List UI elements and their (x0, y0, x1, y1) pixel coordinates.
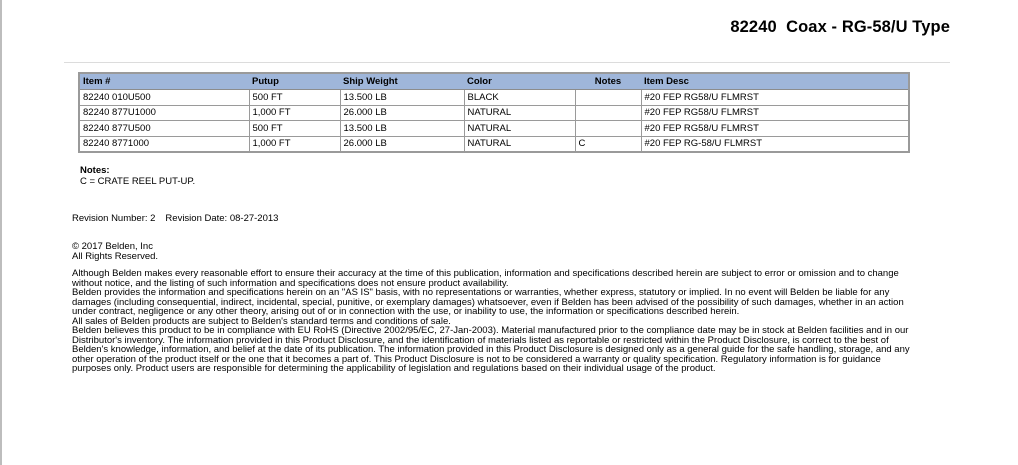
cell-color: NATURAL (464, 121, 575, 137)
table-header-row (79, 73, 909, 90)
cell-ship-weight: 13.500 LB (340, 90, 464, 106)
cell-putup: 1,000 FT (249, 136, 340, 152)
notes-heading: Notes: (80, 165, 110, 176)
cell-item-desc: #20 FEP RG58/U FLMRST (641, 105, 909, 121)
note-item: C = CRATE REEL PUT-UP. (80, 176, 196, 187)
cell-putup: 500 FT (249, 121, 340, 137)
title-divider (64, 62, 950, 63)
cell-putup: 1,000 FT (249, 105, 340, 121)
cell-item-desc: #20 FEP RG58/U FLMRST (641, 121, 909, 137)
cell-ship-weight: 26.000 LB (340, 136, 464, 152)
header-notes: Notes (575, 73, 641, 90)
cell-item-number: 82240 010U500 (79, 90, 249, 106)
cell-item-desc: #20 FEP RG-58/U FLMRST (641, 136, 909, 152)
cell-color: NATURAL (464, 105, 575, 121)
cell-item-number: 82240 877U500 (79, 121, 249, 137)
legal-paragraph: All sales of Belden products are subject to Belden's standard terms and conditions of sale. (72, 315, 451, 327)
legal-disclaimer (72, 269, 918, 374)
cell-notes (575, 90, 641, 106)
table-row (79, 105, 909, 121)
copyright-block (72, 242, 158, 262)
table-row (79, 90, 909, 106)
header-putup: Putup (249, 73, 340, 90)
header-ship-weight: Ship Weight (340, 73, 464, 90)
table-row (79, 121, 909, 137)
cell-ship-weight: 26.000 LB (340, 105, 464, 121)
revision-info (72, 213, 278, 224)
cell-item-desc: #20 FEP RG58/U FLMRST (641, 90, 909, 106)
copyright-line: © 2017 Belden, Inc (72, 241, 153, 252)
header-item-desc: Item Desc (641, 73, 909, 90)
rights-line: All Rights Reserved. (72, 251, 159, 262)
cell-item-number: 82240 877U1000 (79, 105, 249, 121)
header-color: Color (464, 73, 575, 90)
cell-notes (575, 105, 641, 121)
table-row (79, 136, 909, 152)
cell-ship-weight: 13.500 LB (340, 121, 464, 137)
cell-color: BLACK (464, 90, 575, 106)
cell-notes: C (575, 136, 641, 152)
cell-color: NATURAL (464, 136, 575, 152)
notes-section (80, 165, 195, 187)
page-left-border (0, 0, 2, 465)
legal-paragraph: Although Belden makes every reasonable effort to ensure their accuracy at the time of this publication, information and specifications described herein are subject to error or omission and to change without notice, and the listing of such information and specifications does not ensure product availability. (72, 268, 899, 289)
cell-notes (575, 121, 641, 137)
revision-date: Revision Date: 08-27-2013 (165, 213, 279, 224)
legal-paragraph: Belden believes this product to be in compliance with EU RoHS (Directive 2002/95/EC, 27-Jan-2003). Material manufactured prior to the compliance date may be in stock at Belden facilities and in our Distributor's inventory. The information provided in this Product Disclosure, and the identification of materials listed as reportable or restricted within the Product Disclosure, is correct to the best of Belden's knowledge, information, and belief at the date of its publication. The information provided in this Product Disclosure is designed only as a general guide for the safe handling, storage, and any other operation of the product itself or the one that it becomes a part of. This Product Disclosure is not to be considered a warranty or quality specification. Regulatory information is for guidance purposes only. Product users are responsible for determining the applicability of legislation and regulations based on their individual usage of the product. (72, 325, 910, 374)
document-title: 82240 Coax - RG-58/U Type (730, 18, 950, 36)
product-table (78, 72, 910, 153)
header-item-number: Item # (79, 73, 249, 90)
cell-item-number: 82240 8771000 (79, 136, 249, 152)
revision-number: Revision Number: 2 (72, 213, 156, 224)
legal-paragraph: Belden provides the information and specifications herein on an "AS IS" basis, with no representations or warranties, whether express, statutory or implied. In no event will Belden be liable for any damages (including consequential, indirect, incidental, special, punitive, or exemplary damages) whatsoever, even if Belden has been advised of the possibility of such damages, whether in an action under contract, negligence or any other theory, arising out of or in connection with the use, or inability to use, the information or specifications described herein. (72, 287, 904, 317)
cell-putup: 500 FT (249, 90, 340, 106)
